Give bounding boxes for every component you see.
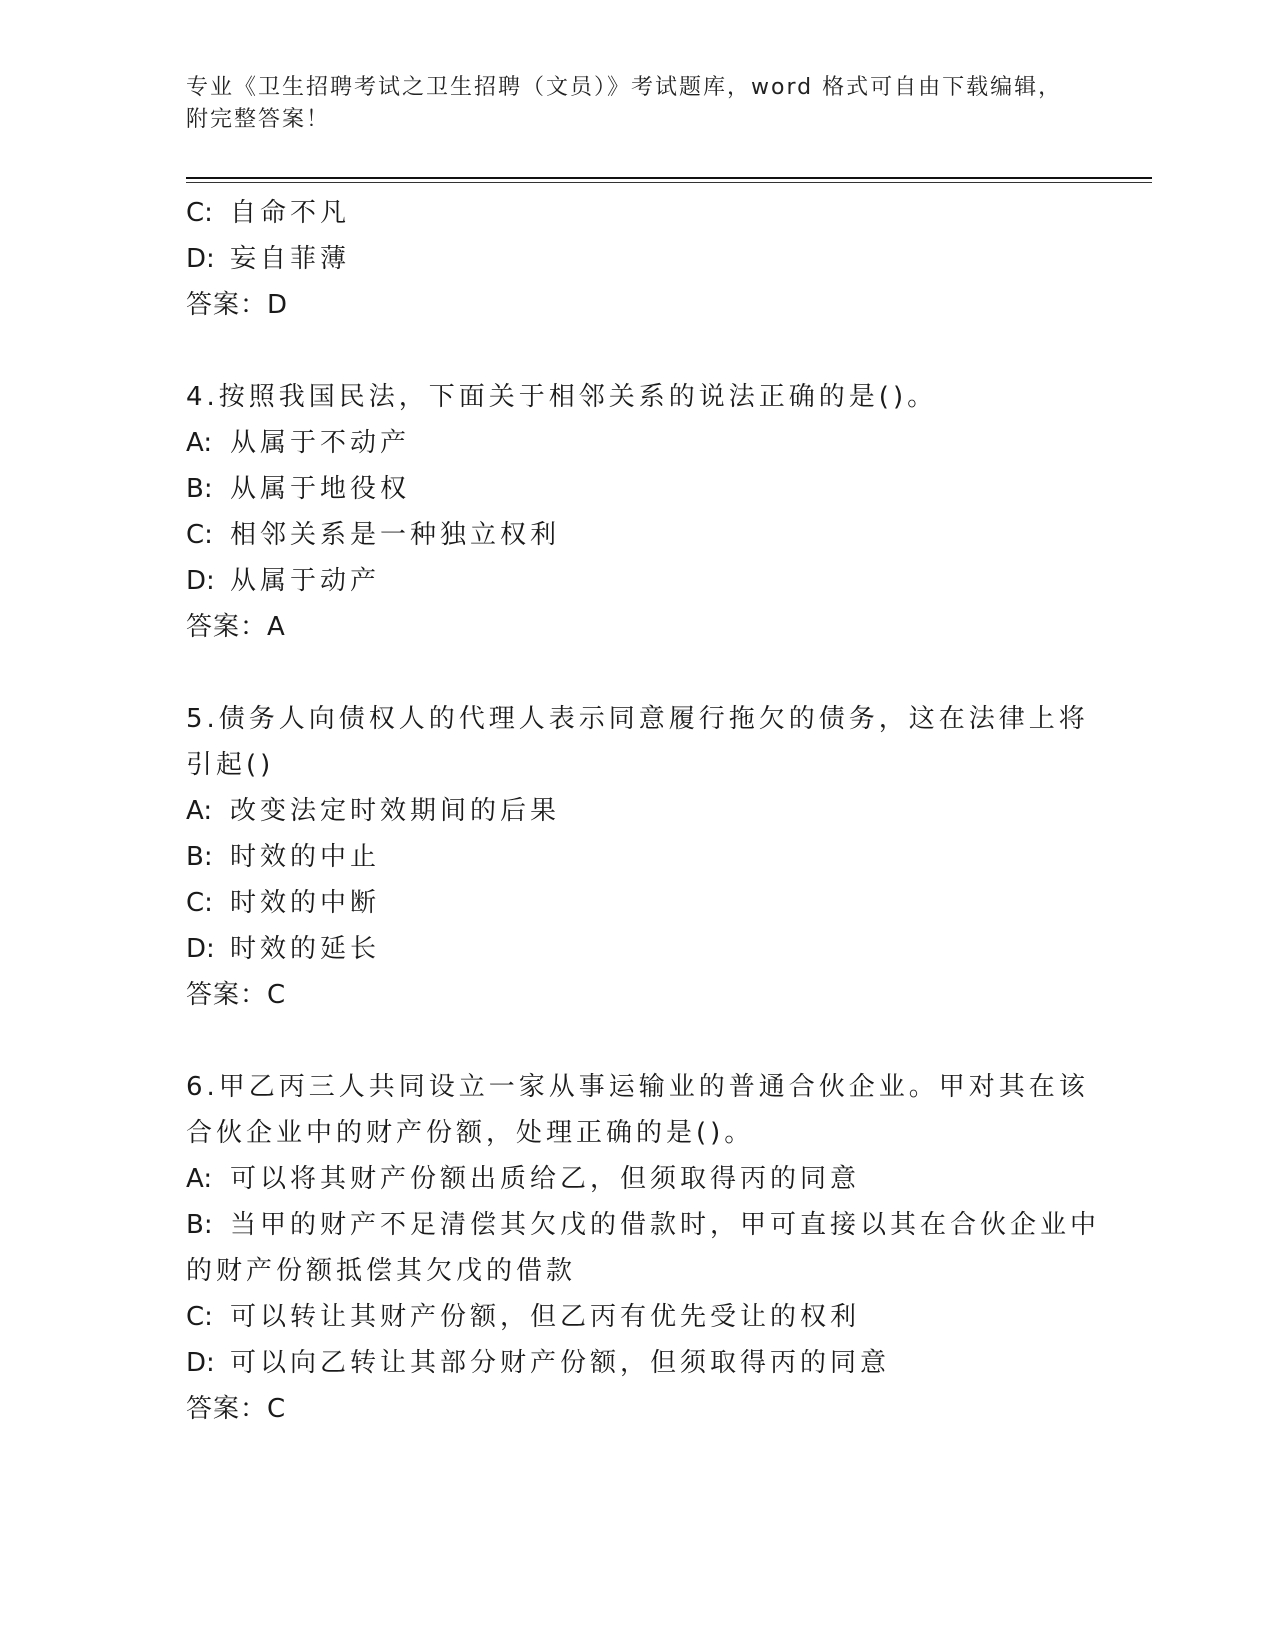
option-label: B: <box>186 1210 213 1240</box>
option-label: C: <box>186 1302 213 1332</box>
option-d <box>186 1340 1086 1386</box>
option-label: A: <box>186 1164 213 1194</box>
option-c <box>186 880 1086 926</box>
option-label: B: <box>186 474 213 504</box>
option-label: D: <box>186 244 215 274</box>
answer-line: 答案：C <box>186 1394 287 1424</box>
question-5 <box>186 696 1089 1018</box>
option-label: A: <box>186 428 213 458</box>
option-text: 从属于地役权 <box>230 474 411 504</box>
header-divider-thick <box>186 177 1152 179</box>
question-stem: 6.甲乙丙三人共同设立一家从事运输业的普通合伙企业。甲对其在该 <box>186 1072 1089 1102</box>
header-text: 专业《卫生招聘考试之卫生招聘（文员）》考试题库，word 格式可自由下载编辑，附完整答案！ <box>186 75 1063 132</box>
header-divider-thin <box>186 182 1152 183</box>
option-label: D: <box>186 1348 215 1378</box>
option-text: 时效的中断 <box>230 888 381 918</box>
question-3-continuation <box>186 190 1086 328</box>
option-b <box>186 1202 1101 1248</box>
question-stem-continued: 合伙企业中的财产份额，处理正确的是()。 <box>186 1118 755 1148</box>
option-d <box>186 926 1086 972</box>
option-text: 可以转让其财产份额，但乙丙有优先受让的权利 <box>230 1302 861 1332</box>
option-text: 自命不凡 <box>230 198 351 228</box>
spacer <box>186 1018 1086 1064</box>
option-label: B: <box>186 842 213 872</box>
option-text: 可以向乙转让其部分财产份额，但须取得丙的同意 <box>230 1348 891 1378</box>
option-text: 相邻关系是一种独立权利 <box>230 520 561 550</box>
question-stem-continued: 引起() <box>186 750 275 780</box>
option-label: C: <box>186 520 213 550</box>
option-text: 从属于不动产 <box>230 428 411 458</box>
answer-line: 答案：C <box>186 980 287 1010</box>
spacer <box>186 328 1086 374</box>
option-d <box>186 236 1086 282</box>
option-a <box>186 788 1086 834</box>
option-label: C: <box>186 198 213 228</box>
option-text: 时效的延长 <box>230 934 381 964</box>
option-c <box>186 1294 1086 1340</box>
answer-line: 答案：D <box>186 290 289 320</box>
question-6 <box>186 1064 1101 1432</box>
option-text: 可以将其财产份额出质给乙，但须取得丙的同意 <box>230 1164 861 1194</box>
option-b-continued: 的财产份额抵偿其欠戊的借款 <box>186 1256 577 1286</box>
option-text: 时效的中止 <box>230 842 381 872</box>
option-b <box>186 466 1086 512</box>
option-text: 当甲的财产不足清偿其欠戊的借款时，甲可直接以其在合伙企业中 <box>230 1210 1101 1240</box>
option-label: D: <box>186 566 215 596</box>
option-c <box>186 190 1086 236</box>
spacer <box>186 650 1086 696</box>
question-stem: 5.债务人向债权人的代理人表示同意履行拖欠的债务，这在法律上将 <box>186 704 1089 734</box>
option-label: A: <box>186 796 213 826</box>
option-b <box>186 834 1086 880</box>
option-text: 改变法定时效期间的后果 <box>230 796 561 826</box>
option-text: 从属于动产 <box>230 566 381 596</box>
option-a <box>186 1156 1086 1202</box>
option-d <box>186 558 1086 604</box>
question-stem: 4.按照我国民法，下面关于相邻关系的说法正确的是()。 <box>186 382 938 412</box>
option-label: C: <box>186 888 213 918</box>
option-a <box>186 420 1086 466</box>
exam-content <box>186 190 1101 1432</box>
option-c <box>186 512 1086 558</box>
option-text: 妄自菲薄 <box>230 244 351 274</box>
document-header <box>186 72 1086 136</box>
option-label: D: <box>186 934 215 964</box>
question-4 <box>186 374 1086 650</box>
answer-line: 答案：A <box>186 612 286 642</box>
